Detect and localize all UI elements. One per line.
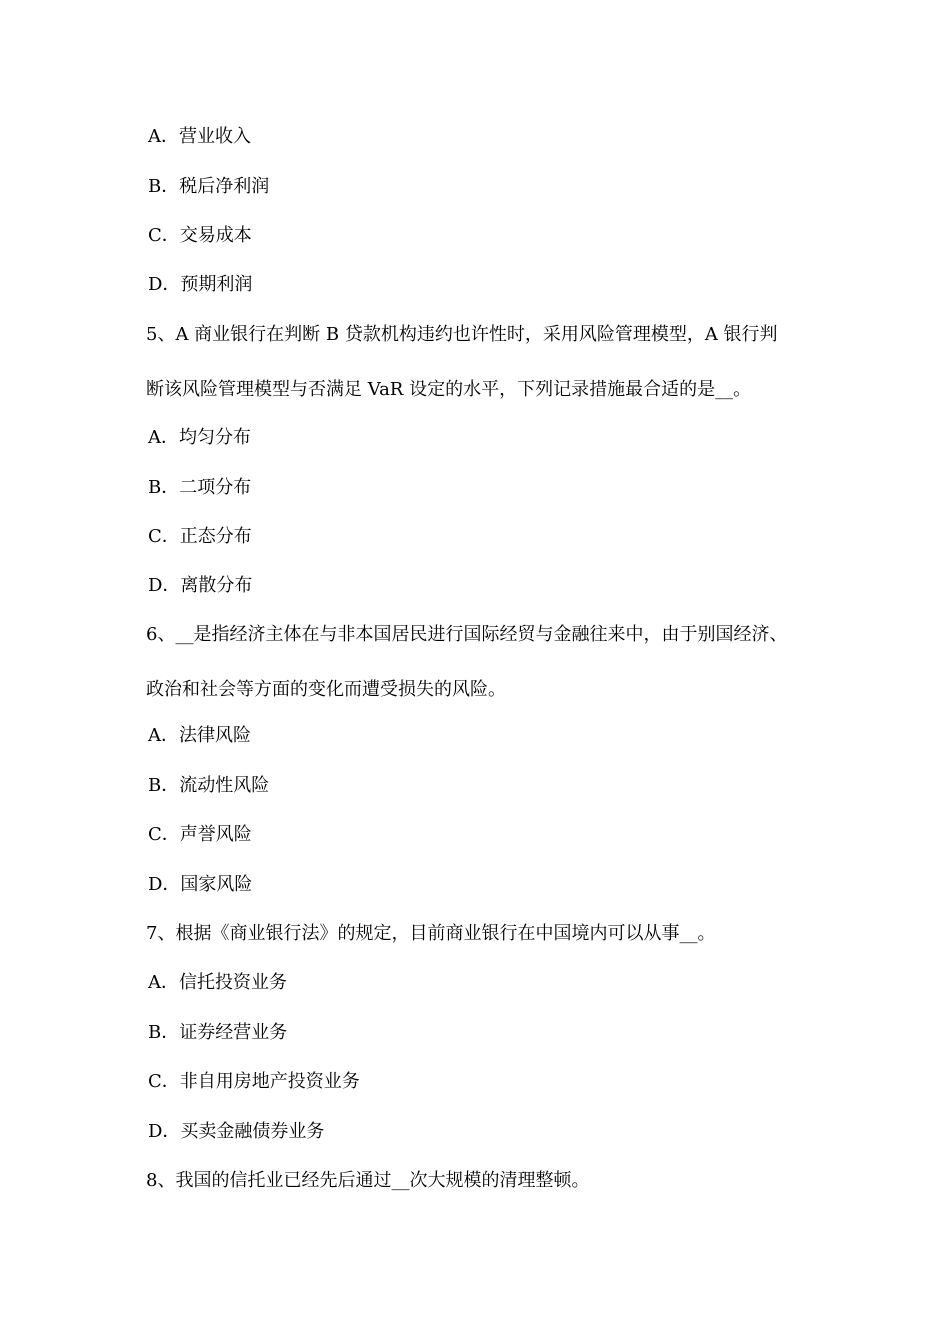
q5-stem-line-2: 断该风险管理模型与否满足 VaR 设定的水平，下列记录措施最合适的是__。 — [146, 379, 752, 400]
q6-option-b: B．流动性风险 — [148, 775, 270, 796]
q4-option-a: A．营业收入 — [148, 126, 251, 147]
q8-stem-line-1: 8、我国的信托业已经先后通过__次大规模的清理整顿。 — [146, 1170, 590, 1191]
q5-option-a: A．均匀分布 — [148, 427, 251, 448]
q7-option-d: D．买卖金融债券业务 — [148, 1121, 325, 1142]
q5-stem-line-1: 5、A 商业银行在判断 B 贷款机构违约也许性时，采用风险管理模型，A 银行判 — [146, 324, 778, 345]
q5-option-b: B．二项分布 — [148, 477, 252, 498]
q6-stem-line-2: 政治和社会等方面的变化而遭受损失的风险。 — [146, 679, 506, 700]
q5-option-c: C．正态分布 — [148, 526, 252, 547]
q7-option-b: B．证券经营业务 — [148, 1022, 288, 1043]
q4-option-c: C．交易成本 — [148, 225, 252, 246]
q7-option-c: C．非自用房地产投资业务 — [148, 1071, 360, 1092]
q6-stem-line-1: 6、__是指经济主体在与非本国居民进行国际经贸与金融往来中，由于别国经济、 — [146, 624, 788, 645]
q6-option-a: A．法律风险 — [148, 725, 251, 746]
q4-option-d: D．预期利润 — [148, 274, 253, 295]
q5-option-d: D．离散分布 — [148, 575, 253, 596]
q7-option-a: A．信托投资业务 — [148, 972, 287, 993]
q6-option-c: C．声誉风险 — [148, 824, 252, 845]
q4-option-b: B．税后净利润 — [148, 176, 270, 197]
q7-stem-line-1: 7、根据《商业银行法》的规定，目前商业银行在中国境内可以从事__。 — [146, 923, 716, 944]
q6-option-d: D．国家风险 — [148, 874, 253, 895]
